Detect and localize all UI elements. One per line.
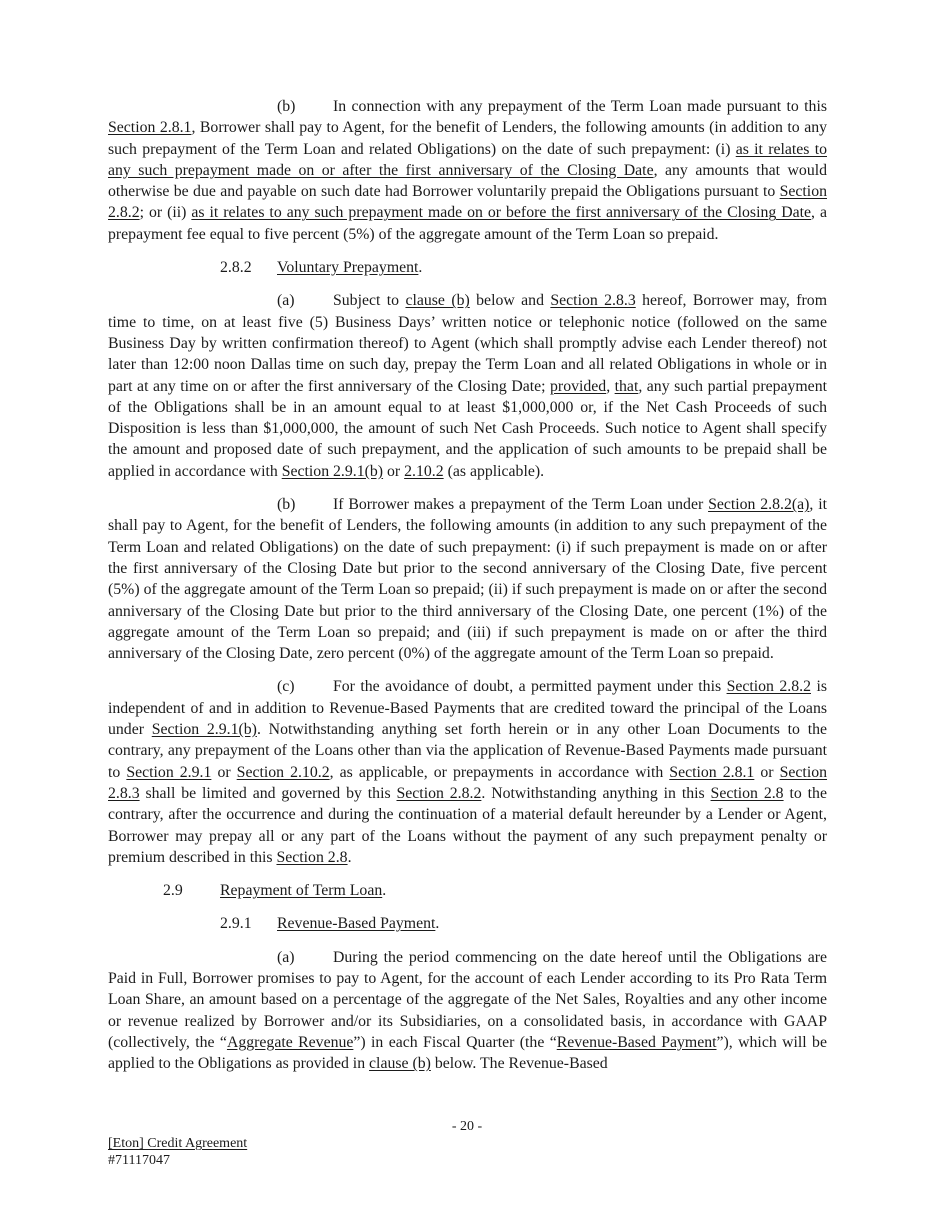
paragraph-label: (c) xyxy=(277,678,295,696)
underlined-reference: Section 2.10.2 xyxy=(236,763,330,781)
text-run: , Borrower shall pay to Agent, for the benefit of Lenders, the following amounts (in addition to any such prepayment of the Term Loan and related Obligations) on the date of such prepayment: (i) xyxy=(108,119,827,158)
text-run: , it shall pay to Agent, for the benefit of Lenders, the following amounts (in addition to any such prepayment of the Term Loan and related Obligations) on the date of such prepayment: (i) if such prepayment is made on or after the first anniversary of the Closing Date but prior to the second anniversary of the Closing Date, five percent (5%) of the aggregate amount of the Term Loan so prepaid; (ii) if such prepayment is made on or after the second anniversary of the Closing Date but prior to the third anniversary of the Closing Date, one percent (1%) of the aggregate amount of the Term Loan so prepaid; and (iii) if such prepayment is made on or after the third anniversary of the Closing Date, zero percent (0%) of the aggregate amount of the Term Loan so prepaid. xyxy=(108,496,827,663)
text-run: ”) in each Fiscal Quarter (the “ xyxy=(353,1033,557,1051)
text-run: . xyxy=(347,848,352,866)
heading-period: . xyxy=(418,259,423,277)
text-run: below. The Revenue-Based xyxy=(430,1055,608,1073)
underlined-reference: Revenue-Based Payment xyxy=(556,1033,717,1051)
clause-b-prepayment-fee-schedule xyxy=(108,494,827,664)
section-number: 2.9.1 xyxy=(220,915,252,933)
underlined-reference: as it relates to any such prepayment made on or after the first anniversary of the Closing Date xyxy=(108,140,827,179)
heading-section-2-9-repayment-of-term-loan xyxy=(163,880,827,901)
text-run: (as applicable). xyxy=(443,462,545,480)
text-run: , xyxy=(606,377,615,395)
section-number: 2.8.2 xyxy=(220,259,252,277)
section-title: Revenue-Based Payment xyxy=(277,915,436,933)
text-run: hereof, Borrower may, from time to time, on at least five (5) Business Days’ written notice or telephonic notice (followed on the same Business Day by written confirmation thereof) to Agent (which shall promptly advise each Lender thereof) not later than 12:00 noon Dallas time on such day, prepay the Term Loan and all related Obligations in whole or in part at any time on or after the first anniversary of the Closing Date; xyxy=(108,292,827,395)
underlined-reference: Section 2.8 xyxy=(276,848,348,866)
underlined-reference: clause (b) xyxy=(405,292,470,310)
footer-doc-number: #71117047 xyxy=(108,1153,170,1168)
text-run: , as applicable, or prepayments in accordance with xyxy=(329,763,670,781)
text-run: ”), which will be applied to the Obligations as provided in xyxy=(108,1033,827,1073)
underlined-reference: Section 2.8.2 xyxy=(108,183,827,222)
paragraph-label: (b) xyxy=(277,496,296,514)
text-run: In connection with any prepayment of the Term Loan made pursuant to this xyxy=(333,98,827,115)
underlined-reference: Section 2.8.3 xyxy=(108,763,828,802)
underlined-reference: provided xyxy=(550,377,607,395)
underlined-reference: Section 2.8.2(a) xyxy=(708,496,810,514)
heading-section-2-9-1-revenue-based-payment xyxy=(220,913,827,934)
section-title: Voluntary Prepayment xyxy=(277,259,419,277)
text-run: If Borrower makes a prepayment of the Term Loan under xyxy=(333,496,709,514)
underlined-reference: Section 2.8.1 xyxy=(669,763,755,781)
underlined-reference: Aggregate Revenue xyxy=(226,1033,354,1051)
heading-section-2-8-2-voluntary-prepayment xyxy=(220,257,827,278)
text-run: shall be limited and governed by this xyxy=(139,784,397,802)
clause-c-avoidance-of-doubt xyxy=(108,676,827,868)
clause-a-revenue-based-payment xyxy=(108,947,827,1075)
text-run: or xyxy=(754,763,780,781)
text-run: below and xyxy=(469,292,551,310)
text-run: is independent of and in addition to Revenue-Based Payments that are credited toward the principal of the Loans under xyxy=(108,678,827,739)
underlined-reference: Section 2.9.1(b) xyxy=(151,721,257,739)
text-run: to the contrary, after the occurrence and during the continuation of a material default hereunder by a Lender or Agent, Borrower may prepay all or any part of the Loans without the payment of any such prepayment penalty or premium described in this xyxy=(108,784,827,866)
section-number: 2.9 xyxy=(163,882,183,900)
paragraph-label: (a) xyxy=(277,292,295,310)
footer-doc-title: [Eton] Credit Agreement xyxy=(108,1136,248,1151)
underlined-reference: clause (b) xyxy=(369,1055,431,1073)
underlined-reference: Section 2.9.1(b) xyxy=(281,462,384,480)
paragraph-label: (b) xyxy=(277,98,296,115)
text-run: , any amounts that would otherwise be due and payable on such date had Borrower voluntarily prepaid the Obligations pursuant to xyxy=(108,161,827,201)
heading-period: . xyxy=(382,882,387,900)
clause-a-voluntary-prepayment-notice xyxy=(108,290,827,482)
paragraph-label: (a) xyxy=(277,948,295,966)
text-run: Subject to xyxy=(333,292,406,310)
text-run: , a prepayment fee equal to five percent (5%) of the aggregate amount of the Term Loan so prepaid. xyxy=(108,204,827,243)
underlined-reference: Section 2.8 xyxy=(710,784,784,802)
underlined-reference: 2.10.2 xyxy=(404,462,444,480)
clause-b-prepayment-amounts xyxy=(108,96,827,245)
text-run: . Notwithstanding anything set forth herein or in any other Loan Documents to the contrary, any prepayment of the Loans other than via the application of Revenue-Based Payments made pursuant to xyxy=(108,721,827,781)
text-run: For the avoidance of doubt, a permitted payment under this xyxy=(333,678,727,696)
underlined-reference: that xyxy=(614,377,639,395)
text-run: During the period commencing on the date hereof until the Obligations are Paid in Full, Borrower promises to pay to Agent, for the account of each Lender according to its Pro Rata Term Loan Share, an amount based on a percentage of the aggregate of the Net Sales, Royalties and any other income or revenue realized by Borrower and/or its Subsidiaries, on a consolidated basis, in accordance with GAAP (collectively, the “ xyxy=(108,948,827,1051)
underlined-reference: as it relates to any such prepayment made on or before the first anniversary of the Closing Date xyxy=(191,204,812,222)
section-title: Repayment of Term Loan xyxy=(220,882,383,900)
underlined-reference: Section 2.8.2 xyxy=(396,784,482,802)
text-run: or xyxy=(383,462,405,480)
underlined-reference: Section 2.8.1 xyxy=(108,119,192,137)
text-run: . Notwithstanding anything in this xyxy=(481,784,711,802)
underlined-reference: Section 2.9.1 xyxy=(126,763,212,781)
document-body xyxy=(108,96,827,1086)
text-run: , any such partial prepayment of the Obligations shall be in an amount equal to at least $1,000,000 or, if the Net Cash Proceeds of such Disposition is less than $1,000,000, the amount of such Net Cash Proceeds. Such notice to Agent shall specify the amount and proposed date of such prepayment, and the application of such amounts to be prepaid shall be applied in accordance with xyxy=(108,377,827,480)
heading-period: . xyxy=(435,915,440,933)
text-run: ; or (ii) xyxy=(139,204,192,222)
page-number: - 20 - xyxy=(451,1119,483,1134)
underlined-reference: Section 2.8.3 xyxy=(550,292,636,310)
text-run: or xyxy=(211,763,237,781)
underlined-reference: Section 2.8.2 xyxy=(726,678,811,696)
